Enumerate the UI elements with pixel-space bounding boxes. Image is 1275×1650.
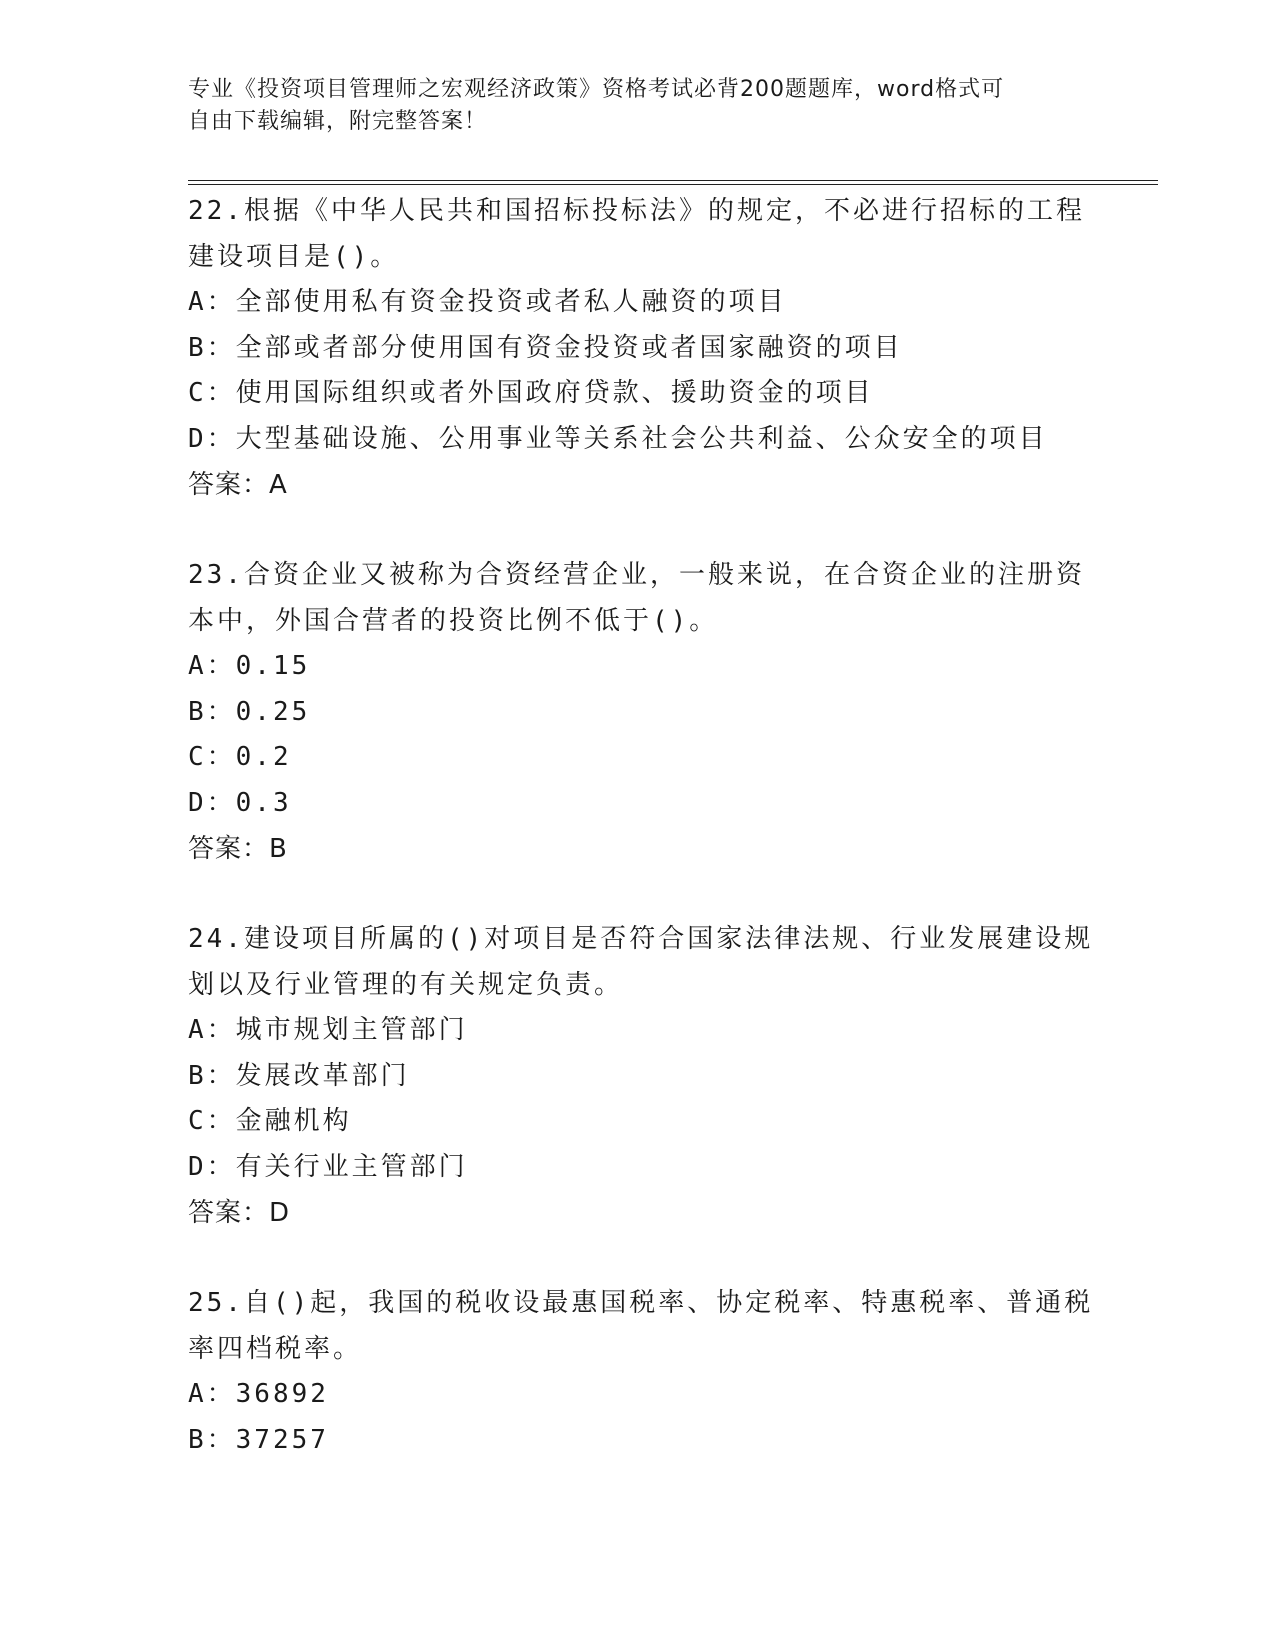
question-25 [188,1280,1094,1463]
option-a: A：城市规划主管部门 [188,1015,468,1045]
answer-line: 答案：A [188,470,288,500]
document-header [188,74,1068,138]
header-divider-top [188,180,1158,181]
question-stem-line: 率四档税率。 [188,1334,363,1364]
option-d: D：大型基础设施、公用事业等关系社会公共利益、公众安全的项目 [188,423,1048,454]
question-spacer [188,1236,1088,1280]
header-divider-bottom [188,184,1158,185]
option-a: A：36892 [188,1379,329,1409]
question-stem-line: 本中，外国合营者的投资比例不低于()。 [188,606,719,636]
option-b: B：发展改革部门 [188,1060,410,1091]
header-line-2: 自由下载编辑，附完整答案！ [188,109,488,134]
question-stem-line: 23.合资企业又被称为合资经营企业，一般来说，在合资企业的注册资 [188,560,1085,590]
question-stem-line: 建设项目是()。 [188,242,400,272]
question-22 [188,188,1088,508]
option-d: D：0.3 [188,787,292,818]
option-a: A：全部使用私有资金投资或者私人融资的项目 [188,287,787,317]
question-stem-line: 22.根据《中华人民共和国招标投标法》的规定，不必进行招标的工程 [188,196,1085,226]
answer-line: 答案：B [188,834,288,864]
question-stem-line: 划以及行业管理的有关规定负责。 [188,970,624,1000]
option-b: B：37257 [188,1424,329,1455]
option-a: A：0.15 [188,651,311,681]
question-stem-line: 25.自()起，我国的税收设最惠国税率、协定税率、特惠税率、普通税 [188,1288,1094,1318]
option-c: C：金融机构 [188,1106,352,1136]
option-b: B：全部或者部分使用国有资金投资或者国家融资的项目 [188,332,903,363]
question-24 [188,916,1094,1236]
option-c: C：0.2 [188,742,292,772]
question-spacer [188,508,1088,552]
option-d: D：有关行业主管部门 [188,1151,468,1182]
question-23 [188,552,1088,872]
question-spacer [188,872,1088,916]
question-list [188,188,1094,1463]
option-c: C：使用国际组织或者外国政府贷款、援助资金的项目 [188,378,874,408]
question-stem-line: 24.建设项目所属的()对项目是否符合国家法律法规、行业发展建设规 [188,924,1094,954]
option-b: B：0.25 [188,696,311,727]
answer-line: 答案：D [188,1198,291,1228]
header-line-1: 专业《投资项目管理师之宏观经济政策》资格考试必背200题题库，word格式可 [188,77,1005,102]
